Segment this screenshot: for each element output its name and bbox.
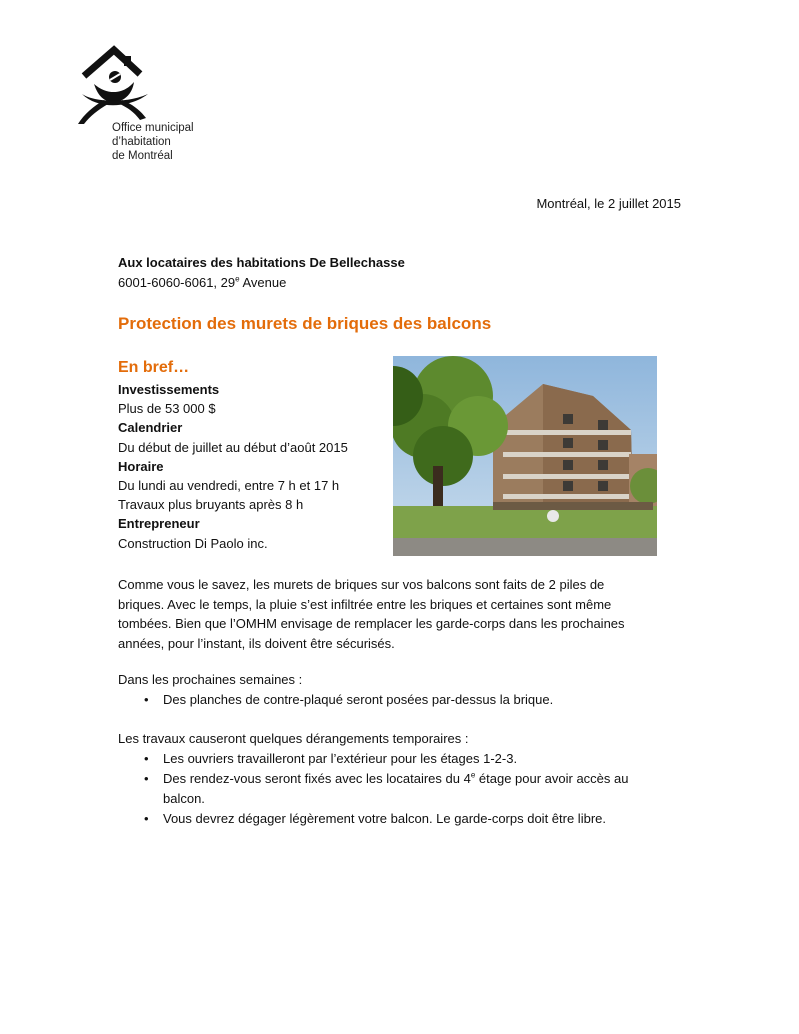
disruptions-section: [118, 729, 629, 829]
section-intro: Dans les prochaines semaines :: [118, 672, 303, 687]
organization-name: [112, 121, 194, 163]
schedule-label: Horaire: [118, 458, 164, 474]
schedule-value: Du lundi au vendredi, entre 7 h et 17 h: [118, 478, 340, 494]
section-intro: Les travaux causeront quelques dérangements temporaires :: [118, 731, 469, 746]
list-item-continuation: balcon.: [163, 791, 205, 806]
list-item: • Les ouvriers travailleront par l’extérieur pour les étages 1-2-3.: [118, 749, 629, 769]
org-name-line: Office municipal: [112, 122, 194, 134]
calendar-label: Calendrier: [118, 420, 183, 436]
org-name-line: de Montréal: [112, 150, 173, 162]
investment-value: Plus de 53 000 $: [118, 401, 216, 417]
list-item: • Des planches de contre-plaqué seront posées par-dessus la brique.: [118, 690, 553, 710]
investment-label: Investissements: [118, 382, 220, 397]
org-name-line: d’habitation: [112, 136, 171, 148]
summary-facts: [118, 380, 348, 553]
recipient-line: Aux locataires des habitations De Bellechasse: [118, 255, 405, 270]
schedule-value: Travaux plus bruyants après 8 h: [118, 497, 304, 513]
bullet-icon: •: [144, 771, 149, 786]
paragraph-line: briques. Avec le temps, la pluie s’est infiltrée entre les briques et certaines sont même: [118, 596, 612, 612]
letter-title: Protection des murets de briques des balcons: [118, 314, 492, 333]
calendar-value: Du début de juillet au début d’août 2015: [118, 439, 348, 455]
recipient-block: [118, 253, 405, 293]
list-item: • Vous devrez dégager légèrement votre balcon. Le garde-corps doit être libre.: [118, 809, 629, 829]
omhm-logo-icon: [74, 44, 154, 126]
body-paragraph: [118, 575, 678, 654]
bullet-icon: •: [144, 692, 149, 707]
paragraph-line: Comme vous le savez, les murets de briques sur vos balcons sont faits de 2 piles de: [118, 577, 605, 592]
bullet-list: [118, 749, 629, 829]
bullet-icon: •: [144, 811, 149, 826]
letter-date: Montréal, le 2 juillet 2015: [536, 196, 681, 211]
recipient-address: 6001-6060-6061, 29e Avenue: [118, 274, 287, 290]
contractor-value: Construction Di Paolo inc.: [118, 535, 268, 551]
contractor-label: Entrepreneur: [118, 516, 200, 532]
bullet-list: [118, 690, 553, 710]
upcoming-weeks-section: [118, 670, 553, 710]
bullet-icon: •: [144, 751, 149, 766]
summary-heading: En bref…: [118, 359, 190, 376]
paragraph-line: tombées. Bien que l’OMHM envisage de remplacer les garde-corps dans les prochaines: [118, 616, 625, 632]
paragraph-line: années, pour l’instant, ils doivent être sécurisés.: [118, 636, 395, 652]
building-photo: [393, 356, 657, 556]
list-item: • Des rendez-vous seront fixés avec les locataires du 4e étage pour avoir accès au: [118, 769, 629, 789]
